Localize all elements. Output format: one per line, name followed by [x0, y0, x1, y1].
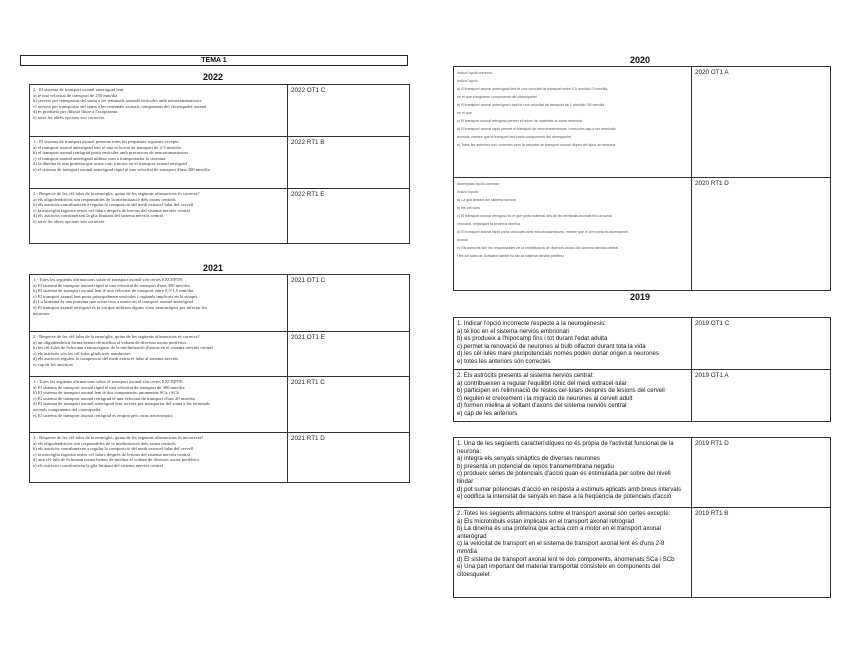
question-line: 2.- El sistema de transport axonal anterògrad lent:	[33, 87, 125, 92]
question-line: c) permet la renovació de neurones al bulb olfactori durant tota la vida	[457, 342, 646, 350]
exam-code: 2021 OT1 E	[288, 332, 410, 377]
question-line: e) Una part important del material transportat consisteix en components del	[457, 563, 661, 571]
question-line: b) La dineïna és una proteïna que actua com a motor en el transport axonal	[457, 525, 661, 533]
question-line: citoesquelet	[457, 570, 490, 578]
question-line: d) El transport axonal ràpid porta vesícules amb neurotransmissors, mentre que el lent porta el citoesquelet	[457, 230, 628, 234]
question-line: 1.- Totes les següents afirmacions sobre el transport axonal són certes EXCEPTE:	[33, 379, 184, 384]
question-row	[454, 318, 831, 370]
question-line: a) té lloc en el sistema nerviós embrionari	[457, 327, 570, 335]
question-line: d) la dineïna és una proteïna que actua com a motor en el transport axonal retrògrad	[33, 161, 187, 167]
exam-code: 2021 RT1 C	[288, 377, 410, 433]
question-row	[30, 377, 410, 433]
question-line: c) regulen el creixement i la migració de neurones al cervell adult	[457, 394, 633, 402]
year-heading-2021: 2021	[202, 263, 224, 273]
question-line: e) totes les altres opcions son correctes	[33, 114, 105, 120]
question-line: a) els oligodendròcits són responsables de la mielinització dels axons centrals	[33, 440, 176, 446]
question-line: c) produeix sèries de potencials d'acció quan és estimulada per sobre del nivell	[457, 470, 671, 478]
question-line: d) La kinesina és una proteïna que actua com a motor en el transport axonal anterògrad	[33, 299, 193, 305]
question-line: a) El sistema de transport axonal ràpid té una velocitat de transport de 300 mm/dia	[33, 384, 185, 390]
question-text	[454, 67, 692, 178]
question-line: e) El transport axonal retrògrad és la via que utilitzen alguns virus neurotròpics per infectar les	[33, 304, 207, 310]
question-text	[30, 189, 288, 244]
question-line: a) té una velocitat de transport de 250 mm/dia	[33, 92, 118, 98]
question-line: a) integra els senyals sinàptics de diverses neurones	[457, 455, 600, 463]
question-line: c) la micròglia fagocita restes cel·lulars després de lesions del sistema nerviós central	[33, 451, 190, 457]
question-row	[30, 189, 410, 244]
question-line: e) Totes les anteriors són correctes però la velocitat de transport axonal depèn del tipus de neurona	[457, 143, 616, 147]
question-line: b) es produeix a l'hipocamp fins i tot durant l'edat adulta	[457, 335, 608, 343]
question-line: c) la velocitat de transport en el sistema de transport axonal lent és d'uns 2-8	[457, 540, 665, 548]
question-line: e) totes les anteriors són correctes	[457, 357, 551, 365]
question-line: d) El sistema de transport axonal lent té dos components, anomenats SCa i SCb	[457, 555, 675, 563]
question-line: d) les cèl·lules mare pluripotencials només poden donar origen a neurones	[457, 350, 659, 358]
question-line: axonals, mentre que el transport lent porta components del citoesquelet	[457, 135, 572, 139]
exam-code: 2019 RT1 B	[692, 508, 831, 598]
question-text	[30, 377, 288, 433]
question-line: c) els astròcits són les cèl·lules glials més nombroses	[33, 350, 131, 356]
question-line: b) El sistema de transport axonal lent té una velocitat de transport entre 0,5-1,5 mm/dia	[33, 288, 194, 294]
question-line: en el que	[457, 111, 472, 115]
question-line: e) cap de les anteriors	[33, 361, 74, 367]
question-line: e) cap de les anteriors	[457, 409, 518, 417]
question-text	[30, 275, 288, 332]
exam-code: 2020 RT1 D	[692, 178, 831, 291]
question-line: d) El sistema de transport axonal anterògrad lent serveix per transportar del soma a les terminals	[33, 401, 210, 407]
question-line: b) serveix per transportar del soma a les terminals axonals vesícules amb neurotransmissors	[33, 98, 202, 104]
questions-table-2021	[29, 274, 410, 483]
question-text	[454, 178, 692, 291]
exam-code: 2019 RT1 D	[692, 438, 831, 508]
year-heading-2020: 2020	[629, 55, 651, 65]
question-text	[30, 137, 288, 189]
question-line: c) El sistema de transport axonal retrògrad té una velocitat de transport d'uns 20 mm/dia	[33, 395, 195, 401]
exam-code: 2022 RT1 E	[288, 189, 410, 244]
question-line: e) codifica la intensitat de senyals en base a la freqüència de potencials d'acció	[457, 493, 672, 501]
question-line: e) el sistema de transport axonal anterògrad ràpid té una velocitat de transport d'uns 300 mm/dia	[33, 166, 210, 172]
question-line: b) presenta un potencial de repòs transmembrana negatiu	[457, 462, 614, 470]
question-row	[454, 178, 831, 291]
question-line: d) els astròcits constitueixen la glia limitant del sistema nerviós central	[33, 213, 164, 219]
question-line: b) El sistema de transport axonal lent té dos components, anomenats SCa i SCb	[33, 390, 179, 396]
question-line: en el que s'engloben components del citoesquelet	[457, 95, 537, 99]
question-line: d) els astròcits regulen la composició del medi extracel·lular al sistema nerviós	[33, 356, 179, 362]
question-line: d) es produeix per difusió lliure a l'axoplasma	[33, 109, 118, 115]
question-line: e) El sistema de transport axonal retrògrad es emprat pels virus neurotròpics	[33, 412, 173, 418]
question-line: a) El transport axonal anterògrad lent té una velocitat de transport entre 0,5 mm/dia i 5 mm/dia,	[457, 87, 609, 91]
exam-code: 2019 OT1 C	[692, 318, 831, 370]
year-heading-2022: 2022	[202, 72, 224, 82]
question-line: 1.- El sistema de transport axonal presenta totes les propietats següents excepte:	[33, 139, 180, 144]
question-line: b) les cèl·lules de Schwann s'encarreguen de la mielinització d'axons en el sistema nerviós central	[33, 345, 213, 351]
question-line: c) El transport axonal lent porta principalment vesícules i orgànuls implicats en la sinapsi	[33, 293, 198, 299]
question-line: anterògrad	[457, 532, 487, 540]
question-line: c) El transport axonal retrògrad és el que porta material des de les terminals axonals fins al soma	[457, 214, 612, 218]
question-row	[454, 438, 831, 508]
question-row	[30, 275, 410, 332]
question-line: mm/dia	[457, 547, 477, 555]
question-line: neuronal, mitjançant la proteïna dineïna	[457, 222, 521, 226]
question-line: 1. Una de les següents característiques no és pròpia de l'activitat funcional de la	[457, 440, 674, 447]
question-line: 1.- Totes les següents afirmacions sobre el transport axonal són certes EXCEPTE:	[33, 277, 184, 282]
question-line: Indica l'opció:	[457, 190, 479, 194]
question-line: axonal	[457, 238, 468, 242]
question-row	[30, 137, 410, 189]
exam-code: 2022 OT1 C	[288, 85, 410, 137]
question-line: c) El transport axonal retrògrad permet el retorn de materials al soma neuronal	[457, 119, 583, 123]
question-row	[454, 67, 831, 178]
question-line: e) Els astròcits són els responsables de la mielinització de diversos axons del sistema nerviós central	[457, 246, 619, 250]
question-line: b) el transport axonal retrògrad porta vesícules amb precursors de neurotransmissors	[33, 150, 189, 156]
question-line: 1. Indicar l'opció incorrecte respecte a la neurogènesis:	[457, 320, 606, 327]
question-line: b) El transport axonal anterògrad ràpid té una velocitat de transport de 1 mm/dia i 50 mm/dia	[457, 103, 605, 107]
question-line: d) pot sumar potencials d'acció en resposta a estímuls aplicats amb breus intervals	[457, 485, 682, 493]
question-line: c) la micròglia fagocita restes cel·lulars després de lesions del sistema nerviós central	[33, 207, 190, 213]
question-line: a) el transport axonal anterògrad lent té una velocitat de transport de 2-5 mm/dia	[33, 144, 181, 150]
question-line: Indica l'opció	[457, 79, 478, 83]
question-line: b) les cèl·lules	[457, 206, 480, 210]
questions-table-2019-b	[453, 437, 831, 598]
question-line: a) un oligodendròcit forma beines de mielina al voltant de diversos axons perifèrics	[33, 339, 187, 345]
question-line: a) Els microtúbuls estan implicats en el transport axonal retrògrad	[457, 517, 635, 525]
question-line: neurona:	[457, 447, 482, 455]
year-heading-2019: 2019	[629, 292, 651, 302]
question-line: 2. Totes les següents afirmacions sobre el transport axonal són certes excepte:	[457, 510, 671, 517]
question-line: d) El transport axonal ràpid permet el transport de neurotransmissors i vesícules cap a les terminals	[457, 127, 616, 131]
question-line: i les cèl·lules de Schwann també ho fan al sistema nerviós perifèric	[457, 254, 564, 258]
question-line: d) una cèl·lula de Schwann forma beines de mielina al voltant de diversos axons perifèrics	[33, 457, 200, 463]
exam-code: 2022 RT1 B	[288, 137, 410, 189]
question-line: e) totes les altres opcions son correctes	[33, 218, 105, 224]
question-row	[30, 85, 410, 137]
exam-code: 2021 OT1 C	[288, 275, 410, 332]
question-line: Indica l'opció correcta:	[457, 71, 493, 75]
question-line: a) els oligodendròcits són responsables de la mielinització dels axons centrals	[33, 196, 176, 202]
question-line: e) els astròcits constitueixen la glia limitant del sistema nerviós central	[33, 462, 163, 468]
question-line: c) serveix per transportar del soma a les terminals axonals components del citoesquelet axonal	[33, 103, 207, 109]
question-line: neurones	[33, 310, 50, 316]
question-row	[30, 433, 410, 483]
question-line: a) La glia limitant del sistema nerviós	[457, 198, 516, 202]
questions-table-2019-a	[453, 317, 831, 422]
question-line: 3.- Respecte de les cèl·lules de la neuròglia, quina de les següents afirmacions és incorrecta?	[33, 435, 204, 440]
question-row	[30, 332, 410, 377]
question-line: 2.- Respecte de les cèl·lules de la neuròglia, quina de les següents afirmacions és correcta?	[33, 191, 200, 196]
question-line: llindar	[457, 477, 474, 485]
question-line: Assenyala l'opció correcta:	[457, 182, 500, 186]
question-text	[30, 85, 288, 137]
question-row	[454, 370, 831, 422]
exam-code: 2020 OT1 A	[692, 67, 831, 178]
question-text	[454, 508, 692, 598]
question-line: b) els astròcits contribueixen a regular la composició del medi extracel·lular del cervell	[33, 446, 194, 452]
question-line: d) formen mielina al voltant d'axons del sistema nerviós central	[457, 402, 627, 410]
question-line: a) contribueixen a regular l'equilibri iònic del medi extracel·lular	[457, 379, 627, 387]
exam-code: 2021 RT1 D	[288, 433, 410, 483]
question-line: b) participen en l'eliminació de restes cel·lulars després de lesions del cervell	[457, 387, 665, 395]
question-text	[454, 438, 692, 508]
questions-table-2020	[453, 66, 831, 291]
question-line: b) els astròcits contribueixen a regular la composició del medi extracel·lular del cervell	[33, 202, 194, 208]
question-text	[30, 433, 288, 483]
question-line: a) El sistema de transport axonal ràpid té una velocitat de transport d'uns 300 mm/dia	[33, 282, 190, 288]
question-text	[454, 318, 692, 370]
tema-label: TEMA 1	[201, 57, 227, 64]
question-line: 2.- Respecte de les cèl·lules de la neuròglia, quina de les següents afirmacions és correcta?	[33, 334, 200, 339]
question-row	[454, 508, 831, 598]
questions-table-2022	[29, 84, 410, 244]
exam-code: 2019 OT1 A	[692, 370, 831, 422]
tema-header	[20, 55, 408, 66]
question-line: axonals components del citoesquelet	[33, 406, 101, 412]
question-text	[454, 370, 692, 422]
question-line: c) el transport axonal anterògrad utilitza com a transportador la cinesina	[33, 155, 166, 161]
question-line: 2. Els astròcits presents al sistema nerviós central:	[457, 372, 594, 379]
question-text	[30, 332, 288, 377]
